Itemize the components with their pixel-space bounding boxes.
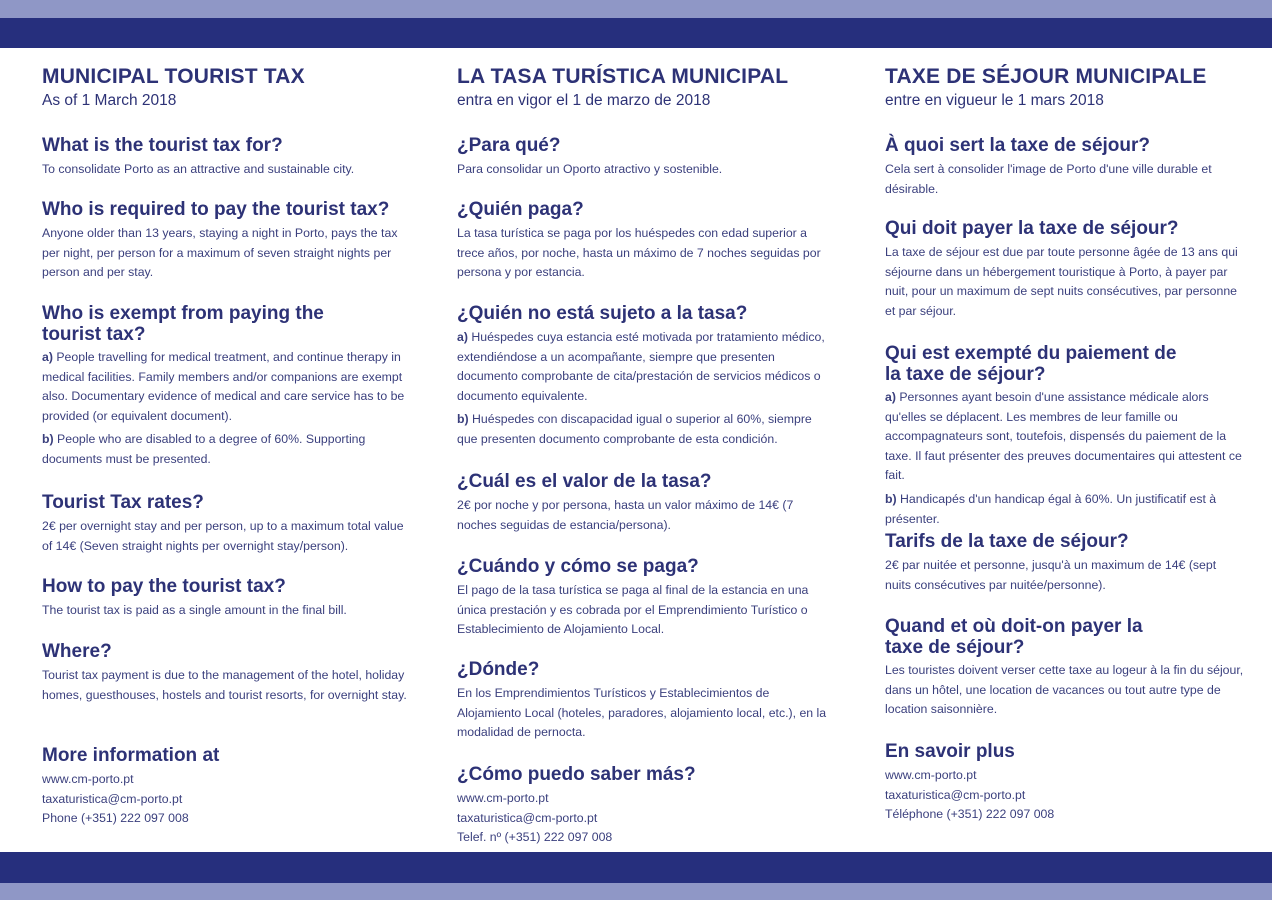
section-heading: Tarifs de la taxe de séjour?	[885, 531, 1129, 552]
section-heading: ¿Quién paga?	[457, 199, 584, 220]
section-heading: Tourist Tax rates?	[42, 492, 204, 513]
section-who-pays	[457, 199, 829, 283]
section-text: Para consolidar un Oporto atractivo y sostenible.	[457, 162, 723, 176]
website-link[interactable]: www.cm-porto.pt	[42, 772, 134, 786]
item-text: Huéspedes con discapacidad igual o superior al 60%, siempre que presenten documento comprobante de esta condición.	[457, 412, 812, 446]
top-dark-band	[0, 18, 1272, 48]
section-text: El pago de la tasa turística se paga al final de la estancia en una única prestación y es cobrada por el Emprendimiento Turístico o Establecimiento de Alojamiento Local.	[457, 583, 809, 637]
section-rates	[42, 492, 412, 556]
bottom-light-band	[0, 883, 1272, 900]
section-heading: What is the tourist tax for?	[42, 135, 283, 156]
item-marker: b)	[885, 491, 897, 506]
exempt-item-b	[885, 490, 1245, 529]
section-heading: ¿Para qué?	[457, 135, 561, 156]
top-light-band	[0, 0, 1272, 18]
section-purpose	[457, 135, 829, 180]
section-when-where-text	[885, 661, 1245, 720]
item-marker: a)	[885, 390, 896, 404]
email-link[interactable]: taxaturistica@cm-porto.pt	[885, 787, 1026, 802]
page-title: TAXE DE SÉJOUR MUNICIPALE	[885, 65, 1207, 88]
section-text: 2€ por noche y por persona, hasta un valor máximo de 14€ (7 noches seguidas de estancia/persona).	[457, 498, 794, 532]
item-marker: b)	[457, 412, 469, 427]
page-subtitle: entre en vigueur le 1 mars 2018	[885, 92, 1104, 109]
section-text: To consolidate Porto as an attractive and sustainable city.	[42, 162, 355, 176]
exempt-item-a	[42, 348, 412, 426]
page-subtitle: As of 1 March 2018	[42, 92, 177, 109]
section-heading: ¿Cuándo y cómo se paga?	[457, 556, 699, 577]
phone-number: Phone (+351) 222 097 008	[42, 811, 189, 826]
section-text: La taxe de séjour est due par toute personne âgée de 13 ans qui séjourne dans un hébergement touristique à Porto, à payer par nuit, pour un maximum de sept nuits consécutives, par personne et par séjour.	[885, 245, 1238, 318]
section-text: Cela sert à consolider l'image de Porto d'une ville durable et désirable.	[885, 162, 1212, 196]
section-how-to-pay	[42, 576, 412, 621]
section-more-info	[457, 764, 829, 848]
section-text: Les touristes doivent verser cette taxe au logeur à la fin du séjour, dans un hôtel, une location de vacances ou tout autre type de location saisonnière.	[885, 663, 1244, 717]
section-heading: En savoir plus	[885, 741, 1015, 762]
section-text: La tasa turística se paga por los huéspedes con edad superior a trece años, por noche, hasta un máximo de 7 noches seguidas por persona y por estancia.	[457, 226, 821, 280]
section-text: The tourist tax is paid as a single amount in the final bill.	[42, 603, 347, 617]
section-purpose	[42, 135, 412, 180]
section-heading: Who is required to pay the tourist tax?	[42, 199, 390, 220]
item-marker: a)	[42, 350, 53, 364]
section-heading: ¿Dónde?	[457, 659, 540, 680]
email-link[interactable]: taxaturistica@cm-porto.pt	[42, 791, 183, 806]
exempt-item-a	[457, 328, 829, 406]
email-link[interactable]: taxaturistica@cm-porto.pt	[457, 810, 598, 825]
section-text: Tourist tax payment is due to the management of the hotel, holiday homes, guesthouses, hostels and tourist resorts, for overnight stay.	[42, 668, 407, 702]
section-where	[457, 659, 829, 743]
page-title: MUNICIPAL TOURIST TAX	[42, 65, 305, 88]
section-heading: Qui est exempté du paiement de la taxe de séjour?	[885, 343, 1177, 385]
section-heading: Quand et où doit-on payer la taxe de séjour?	[885, 616, 1143, 658]
section-where	[42, 641, 412, 705]
item-marker: a)	[457, 330, 468, 344]
section-more-info	[885, 741, 1245, 825]
item-text: Huéspedes cuya estancia esté motivada por tratamiento médico, extendiéndose a un acompañante, siempre que presenten documento comprobante de cita/prestación de servicios médicos o documento equivalente.	[457, 330, 825, 403]
exempt-item-b	[42, 430, 412, 469]
item-text: Handicapés d'un handicap égal à 60%. Un justificatif est à présenter.	[885, 491, 1217, 526]
section-heading: ¿Quién no está sujeto a la tasa?	[457, 303, 748, 324]
website-link[interactable]: www.cm-porto.pt	[457, 791, 549, 805]
section-exempt-items	[42, 348, 412, 470]
section-who-pays	[885, 218, 1245, 321]
phone-number: Telef. nº (+351) 222 097 008	[457, 830, 613, 845]
section-when-where	[885, 616, 1155, 662]
section-rates	[457, 471, 829, 535]
section-text: 2€ per overnight stay and per person, up to a maximum total value of 14€ (Seven straight nights per overnight stay/person).	[42, 519, 404, 553]
section-heading: Qui doit payer la taxe de séjour?	[885, 218, 1179, 239]
website-link[interactable]: www.cm-porto.pt	[885, 768, 977, 782]
section-exempt	[457, 303, 829, 450]
section-heading: ¿Cuál es el valor de la tasa?	[457, 471, 712, 492]
section-exempt	[42, 303, 362, 349]
section-who-pays	[42, 199, 412, 283]
item-marker: b)	[42, 432, 54, 447]
section-exempt-items	[885, 388, 1245, 529]
item-text: Personnes ayant besoin d'une assistance médicale alors qu'elles se déplacent. Les membres de leur famille ou accompagnateurs sont, toutefois, dispensés du paiement de la taxe. Il faut présenter des preuves documentaires qui attestent ce fait.	[885, 390, 1242, 483]
item-text: People who are disabled to a degree of 60%. Supporting documents must be presented.	[42, 432, 366, 466]
section-purpose	[885, 135, 1245, 199]
exempt-item-a	[885, 388, 1245, 486]
section-text: 2€ par nuitée et personne, jusqu'à un maximum de 14€ (sept nuits consécutives par nuitée/personne).	[885, 558, 1217, 592]
section-heading: Who is exempt from paying the tourist tax?	[42, 303, 324, 345]
section-heading: ¿Cómo puedo saber más?	[457, 764, 696, 785]
section-how-to-pay	[457, 556, 829, 640]
page-title: LA TASA TURÍSTICA MUNICIPAL	[457, 65, 789, 88]
section-heading: À quoi sert la taxe de séjour?	[885, 135, 1151, 156]
exempt-item-b	[457, 410, 829, 449]
section-more-info	[42, 745, 412, 829]
item-text: People travelling for medical treatment, and continue therapy in medical facilities. Family members and/or companions are exempt also. Documentary evidence of medical and care service has to be provided (or equivalent document).	[42, 350, 405, 423]
section-text: Anyone older than 13 years, staying a night in Porto, pays the tax per night, per person for a maximum of seven straight nights per person and per stay.	[42, 226, 398, 280]
section-exempt	[885, 343, 1185, 389]
section-text: En los Emprendimientos Turísticos y Establecimientos de Alojamiento Local (hoteles, paradores, alojamiento local, etc.), en la modalidad de pernocta.	[457, 686, 827, 740]
page-subtitle: entra en vigor el 1 de marzo de 2018	[457, 92, 711, 109]
section-heading: More information at	[42, 745, 220, 766]
section-heading: Where?	[42, 641, 112, 662]
phone-number: Téléphone (+351) 222 097 008	[885, 807, 1055, 822]
bottom-dark-band	[0, 852, 1272, 883]
section-heading: How to pay the tourist tax?	[42, 576, 286, 597]
section-rates	[885, 531, 1245, 595]
